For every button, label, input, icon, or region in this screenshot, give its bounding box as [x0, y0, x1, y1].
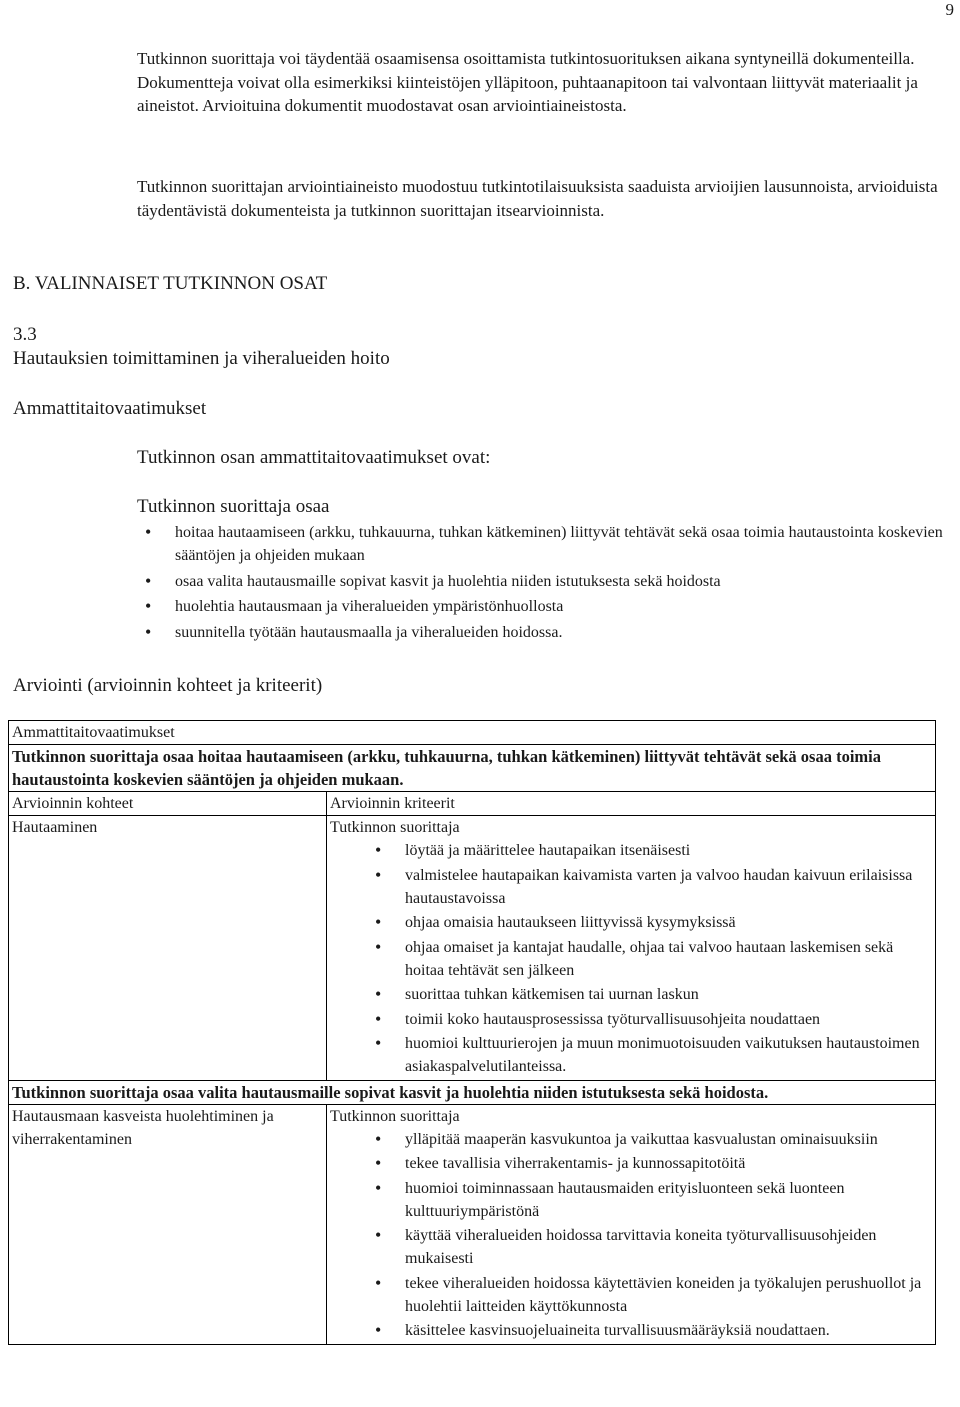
list-item: • käyttää viheralueiden hoidossa tarvittavia koneita työturvallisuusohjeiden mukaisesti [375, 1224, 932, 1270]
requirements-intro: Tutkinnon osan ammattitaitovaatimukset ovat: [137, 447, 491, 468]
list-item: • ohjaa omaiset ja kantajat haudalle, ohjaa tai valvoo hautaan laskemisen sekä hoitaa tehtävät sen jälkeen [375, 936, 932, 982]
list-item: • toimii koko hautausprosessissa työturvallisuusohjeita noudattaen [375, 1008, 932, 1031]
intro-paragraph-1: Tutkinnon suorittaja voi täydentää osaamisensa osoittamista tutkintosuorituksen aikana syntyneillä dokumenteilla. Dokumentteja voivat olla esimerkiksi kiinteistöjen ylläpitoon, puhtaanapitoon tai valvontaan liittyvät materiaalit ja aineistot. Arvioituina dokumentit muodostavat osan arviointiaineistosta. [137, 49, 918, 115]
list-item: • suunnitella työtään hautausmaalla ja viheralueiden hoidossa. [145, 621, 945, 644]
list-item: • huolehtia hautausmaan ja viheralueiden ympäristönhuollosta [145, 595, 945, 618]
list-item: • käsittelee kasvinsuojeluaineita turvallisuusmääräyksiä noudattaen. [375, 1319, 932, 1342]
section-b-title: B. VALINNAISET TUTKINNON OSAT [13, 273, 328, 294]
requirements-list [145, 521, 945, 646]
assessment-table [8, 720, 936, 1345]
table-header: Ammattitaitovaatimukset [9, 721, 936, 745]
list-item: • ylläpitää maaperän kasvukuntoa ja vaikuttaa kasvualustan ominaisuuksiin [375, 1128, 932, 1151]
criteria-subject: Tutkinnon suorittaja [330, 1107, 460, 1125]
list-item: • tekee viheralueiden hoidossa käytettävien koneiden ja työkalujen perushuollot ja huolehtii laitteiden käyttökunnosta [375, 1272, 932, 1318]
assessment-target: Hautausmaan kasveista huolehtiminen ja viherrakentaminen [9, 1104, 327, 1344]
page-number: 9 [945, 0, 954, 19]
col-kriteerit-header: Arvioinnin kriteerit [327, 792, 936, 816]
list-item: • suorittaa tuhkan kätkemisen tai uurnan laskun [375, 983, 932, 1006]
list-item: • huomioi toiminnassaan hautausmaiden erityisluonteen sekä luonteen kulttuuriympäristönä [375, 1177, 932, 1223]
assessment-target: Hautaaminen [9, 816, 327, 1081]
requirements-heading: Ammattitaitovaatimukset [13, 398, 207, 419]
requirement-row: Tutkinnon suorittaja osaa hoitaa hautaamiseen (arkku, tuhkauurna, tuhkan kätkeminen) liittyvät tehtävät sekä osaa toimia hautaustointa koskevien sääntöjen ja ohjeiden mukaan. [9, 745, 936, 792]
criteria-cell [327, 816, 936, 1081]
list-item: • huomioi kulttuurierojen ja muun monimuotoisuuden vaikutuksen hautaustoimen asiakaspalvelutilanteissa. [375, 1032, 932, 1078]
list-item: • ohjaa omaisia hautaukseen liittyvissä kysymyksissä [375, 911, 932, 934]
list-item: • osaa valita hautausmaille sopivat kasvit ja huolehtia niiden istutuksesta sekä hoidosta [145, 570, 945, 593]
list-item: • valmistelee hautapaikan kaivamista varten ja valvoo haudan kaivuun erilaisissa hautaustavoissa [375, 864, 932, 910]
col-kohteet-header: Arvioinnin kohteet [9, 792, 327, 816]
criteria-subject: Tutkinnon suorittaja [330, 819, 460, 836]
requirement-row: Tutkinnon suorittaja osaa valita hautausmaille sopivat kasvit ja huolehtia niiden istutuksesta sekä hoidosta. [9, 1080, 936, 1104]
list-item: • löytää ja määrittelee hautapaikan itsenäisesti [375, 839, 932, 862]
part-number: 3.3 [13, 324, 37, 345]
candidate-can: Tutkinnon suorittaja osaa [137, 496, 330, 517]
criteria-list [330, 839, 932, 1078]
criteria-cell [327, 1104, 936, 1344]
assessment-heading: Arviointi (arvioinnin kohteet ja kriteerit) [13, 675, 323, 696]
criteria-list [330, 1128, 932, 1343]
intro-paragraph-2: Tutkinnon suorittajan arviointiaineisto muodostuu tutkintotilaisuuksista saaduista arvioijien lausunnoista, arvioiduista täydentävistä dokumenteista ja tutkinnon suorittajan itsearvioinnista. [137, 177, 938, 220]
list-item: • tekee tavallisia viherrakentamis- ja kunnossapitotöitä [375, 1152, 932, 1175]
part-title: Hautauksien toimittaminen ja viheralueiden hoito [13, 348, 390, 369]
list-item: • hoitaa hautaamiseen (arkku, tuhkauurna, tuhkan kätkeminen) liittyvät tehtävät sekä osaa toimia hautaustointa koskevien sääntöjen ja ohjeiden mukaan [145, 521, 945, 567]
